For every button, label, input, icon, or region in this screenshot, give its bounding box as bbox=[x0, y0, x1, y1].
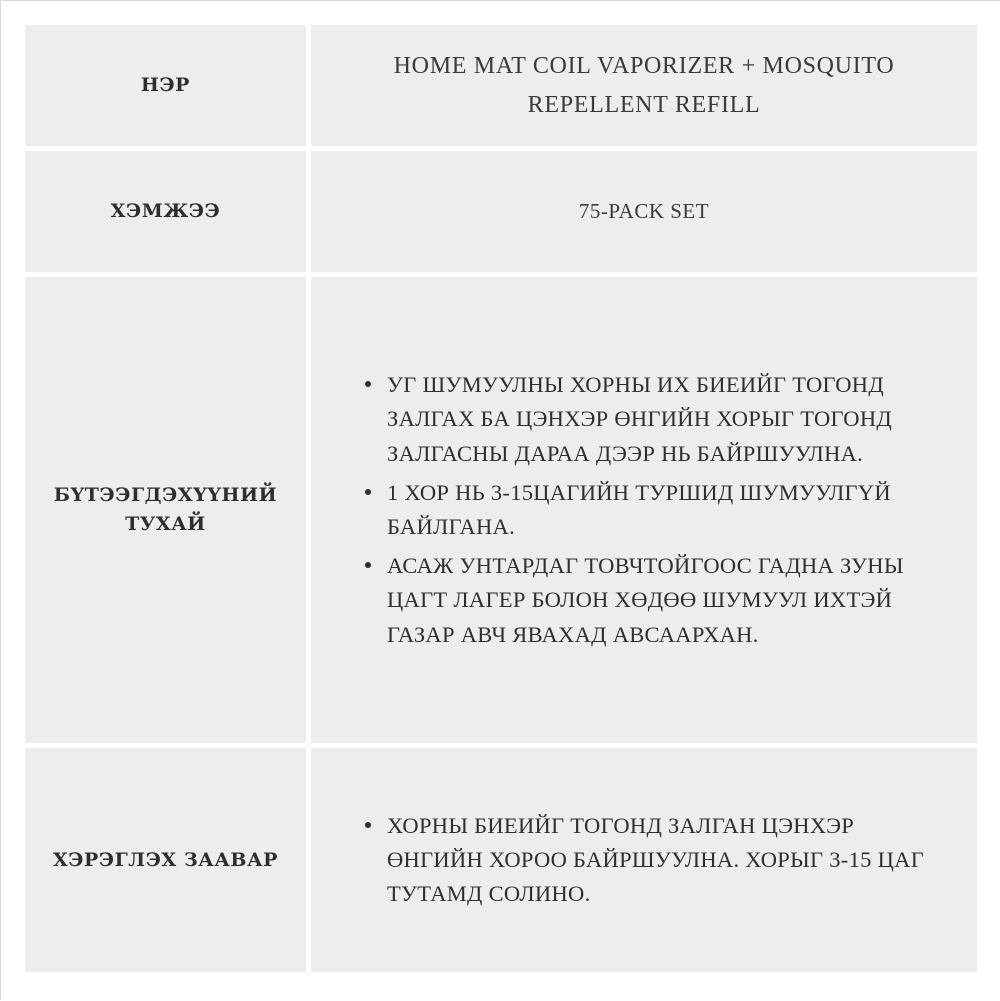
spec-value-cell-usage bbox=[311, 748, 977, 972]
spec-label-cell-about bbox=[25, 277, 306, 744]
spec-label-name: НЭР bbox=[140, 74, 191, 97]
spec-label-cell-name bbox=[25, 25, 306, 146]
about-bullet-list bbox=[331, 368, 957, 652]
list-item: ХОРНЫ БИЕИЙГ ТОГОНД ЗАЛГАН ЦЭНХЭР ӨНГИЙН ХОРОО БАЙРШУУЛНА. ХОРЫГ 3-15 ЦАГ ТУТАМД СОЛИНО. bbox=[365, 809, 951, 912]
list-item: АСАЖ УНТАРДАГ ТОВЧТОЙГООС ГАДНА ЗУНЫ ЦАГТ ЛАГЕР БОЛОН ХӨДӨӨ ШУМУУЛ ИХТЭЙ ГАЗАР АВЧ ЯВАХАД АВСААРХАН. bbox=[365, 549, 951, 652]
spec-label-size: ХЭМЖЭЭ bbox=[110, 200, 221, 223]
spec-label-cell-size bbox=[25, 151, 306, 271]
list-item: УГ ШУМУУЛНЫ ХОРНЫ ИХ БИЕИЙГ ТОГОНД ЗАЛГАХ БА ЦЭНХЭР ӨНГИЙН ХОРЫГ ТОГОНД ЗАЛГАСНЫ ДАРАА ДЭЭР НЬ БАЙРШУУЛНА. bbox=[365, 368, 951, 471]
table-row bbox=[25, 151, 977, 271]
spec-label-usage: ХЭРЭГЛЭХ ЗААВАР bbox=[52, 848, 279, 871]
product-spec-table bbox=[25, 25, 977, 972]
usage-bullet-list bbox=[331, 809, 957, 912]
spec-value-cell-about bbox=[311, 277, 977, 744]
table-row bbox=[25, 748, 977, 972]
table-row bbox=[25, 25, 977, 146]
list-item: 1 ХОР НЬ 3-15ЦАГИЙН ТУРШИД ШУМУУЛГҮЙ БАЙЛГАНА. bbox=[365, 476, 951, 544]
spec-label-cell-usage bbox=[25, 748, 306, 972]
spec-label-about: БҮТЭЭГДЭХҮҮНИЙ ТУХАЙ bbox=[53, 484, 278, 535]
table-row bbox=[25, 277, 977, 744]
spec-value-cell-size bbox=[311, 151, 977, 271]
product-size-value: 75-PACK SET bbox=[578, 198, 710, 223]
spec-value-cell-name bbox=[311, 25, 977, 146]
product-spec-page bbox=[1, 1, 1000, 1001]
product-title: HOME MAT COIL VAPORIZER + MOSQUITO REPELLENT REFILL bbox=[393, 53, 895, 118]
